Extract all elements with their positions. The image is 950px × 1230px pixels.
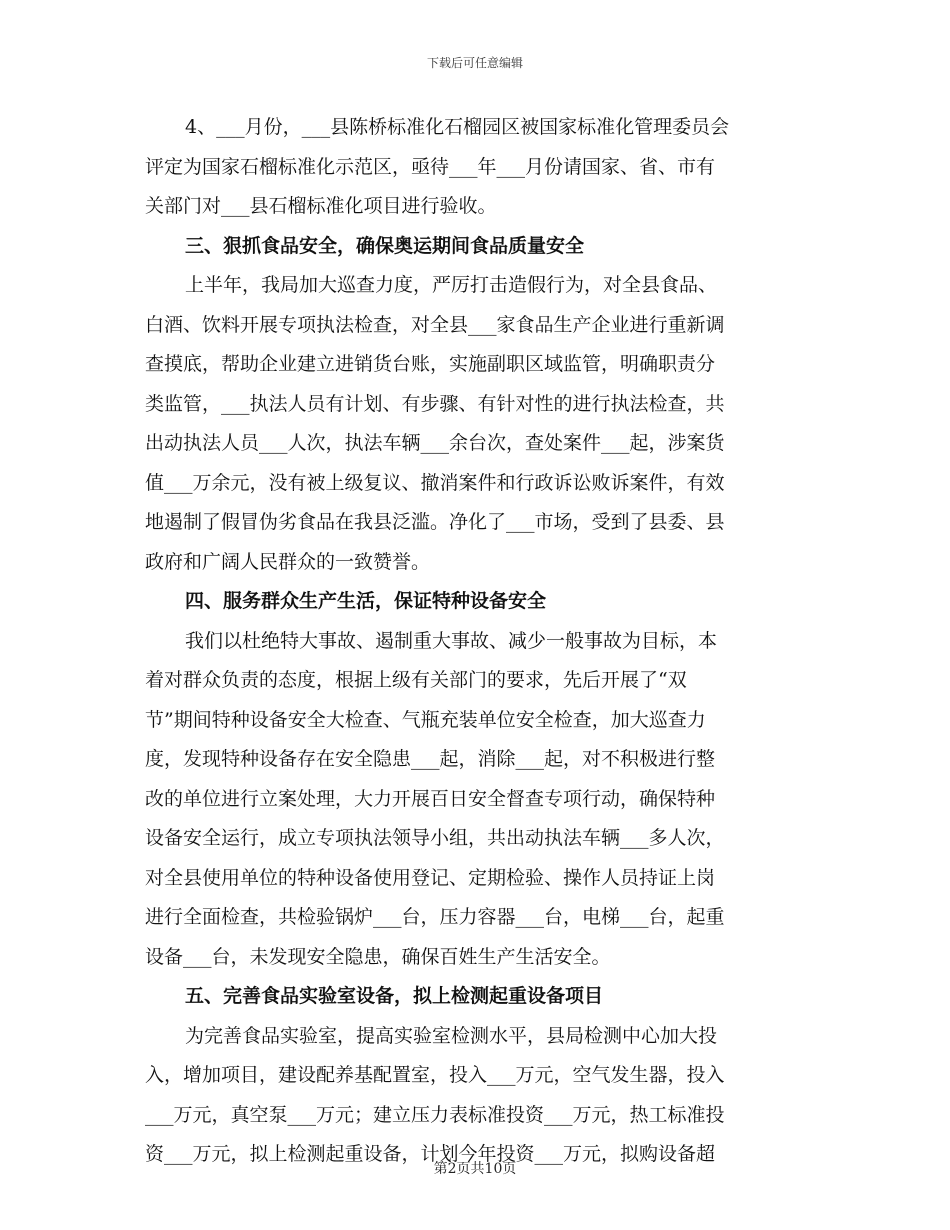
text-line: ___万元，真空泵___万元；建立压力表标准投资___万元，热工标准投 bbox=[145, 1103, 725, 1126]
section-heading: 三、狠抓食品安全，确保奥运期间食品质量安全 bbox=[185, 234, 585, 257]
text-line: 设备安全运行，成立专项执法领导小组，共出动执法车辆___多人次， bbox=[145, 827, 725, 849]
page-header: 下载后可任意编辑 bbox=[426, 56, 523, 70]
text-line: 着对群众负责的态度，根据上级有关部门的要求，先后开展了“双 bbox=[145, 669, 687, 691]
text-line: 白酒、饮料开展专项执法检查，对全县___家食品生产企业进行重新调 bbox=[145, 313, 725, 336]
text-line: 地遏制了假冒伪劣食品在我县泛滥。净化了___市场，受到了县委、县 bbox=[145, 511, 725, 533]
text-line: 4、___月份，___县陈桥标准化石榴园区被国家标准化管理委员会 bbox=[185, 116, 730, 138]
text-line: 查摸底，帮助企业建立进销货台账，实施副职区域监管，明确职责分 bbox=[145, 353, 716, 375]
text-line: 类监管，___执法人员有计划、有步骤、有针对性的进行执法检查，共 bbox=[145, 392, 725, 415]
text-line: 资___万元，拟上检测起重设备，计划今年投资___万元，拟购设备超 bbox=[145, 1143, 716, 1165]
text-line: 节”期间特种设备安全大检查、气瓶充装单位安全检查，加大巡查力 bbox=[145, 708, 706, 731]
document-body bbox=[145, 108, 805, 1175]
section-heading: 四、服务群众生产生活，保证特种设备安全 bbox=[185, 590, 547, 612]
section-heading: 五、完善食品实验室设备，拟上检测起重设备项目 bbox=[185, 985, 604, 1007]
text-line: 上半年，我局加大巡查力度，严厉打击造假行为，对全县食品、 bbox=[185, 274, 718, 296]
text-line: 改的单位进行立案处理，大力开展百日安全督查专项行动，确保特种 bbox=[145, 787, 716, 810]
text-line: 对全县使用单位的特种设备使用登记、定期检验、操作人员持证上岗 bbox=[145, 866, 716, 889]
text-line: 入，增加项目，建设配养基配置室，投入___万元，空气发生器，投入 bbox=[145, 1064, 725, 1086]
text-line: 度，发现特种设备存在安全隐患___起，消除___起，对不积极进行整 bbox=[145, 748, 716, 770]
text-line: 我们以杜绝特大事故、遏制重大事故、减少一般事故为目标，本 bbox=[185, 629, 718, 652]
page-footer: 第2页共10页 bbox=[433, 1161, 517, 1177]
text-line: 出动执法人员___人次，执法车辆___余台次，查处案件___起，涉案货 bbox=[145, 432, 725, 454]
text-line: 值___万余元，没有被上级复议、撤消案件和行政诉讼败诉案件，有效 bbox=[145, 471, 725, 494]
text-line: 评定为国家石榴标准化示范区，亟待___年___月份请国家、省、市有 bbox=[145, 155, 716, 178]
text-line: 政府和广阔人民群众的一致赞誉。 bbox=[145, 550, 431, 573]
text-line: 设备___台，未发现安全隐患，确保百姓生产生活安全。 bbox=[145, 945, 611, 968]
text-line: 进行全面检查，共检验锅炉___台，压力容器___台，电梯___台，起重 bbox=[145, 906, 725, 928]
text-line: 为完善食品实验室，提高实验室检测水平，县局检测中心加大投 bbox=[185, 1024, 718, 1047]
text-line: 关部门对___县石榴标准化项目进行验收。 bbox=[145, 195, 497, 217]
